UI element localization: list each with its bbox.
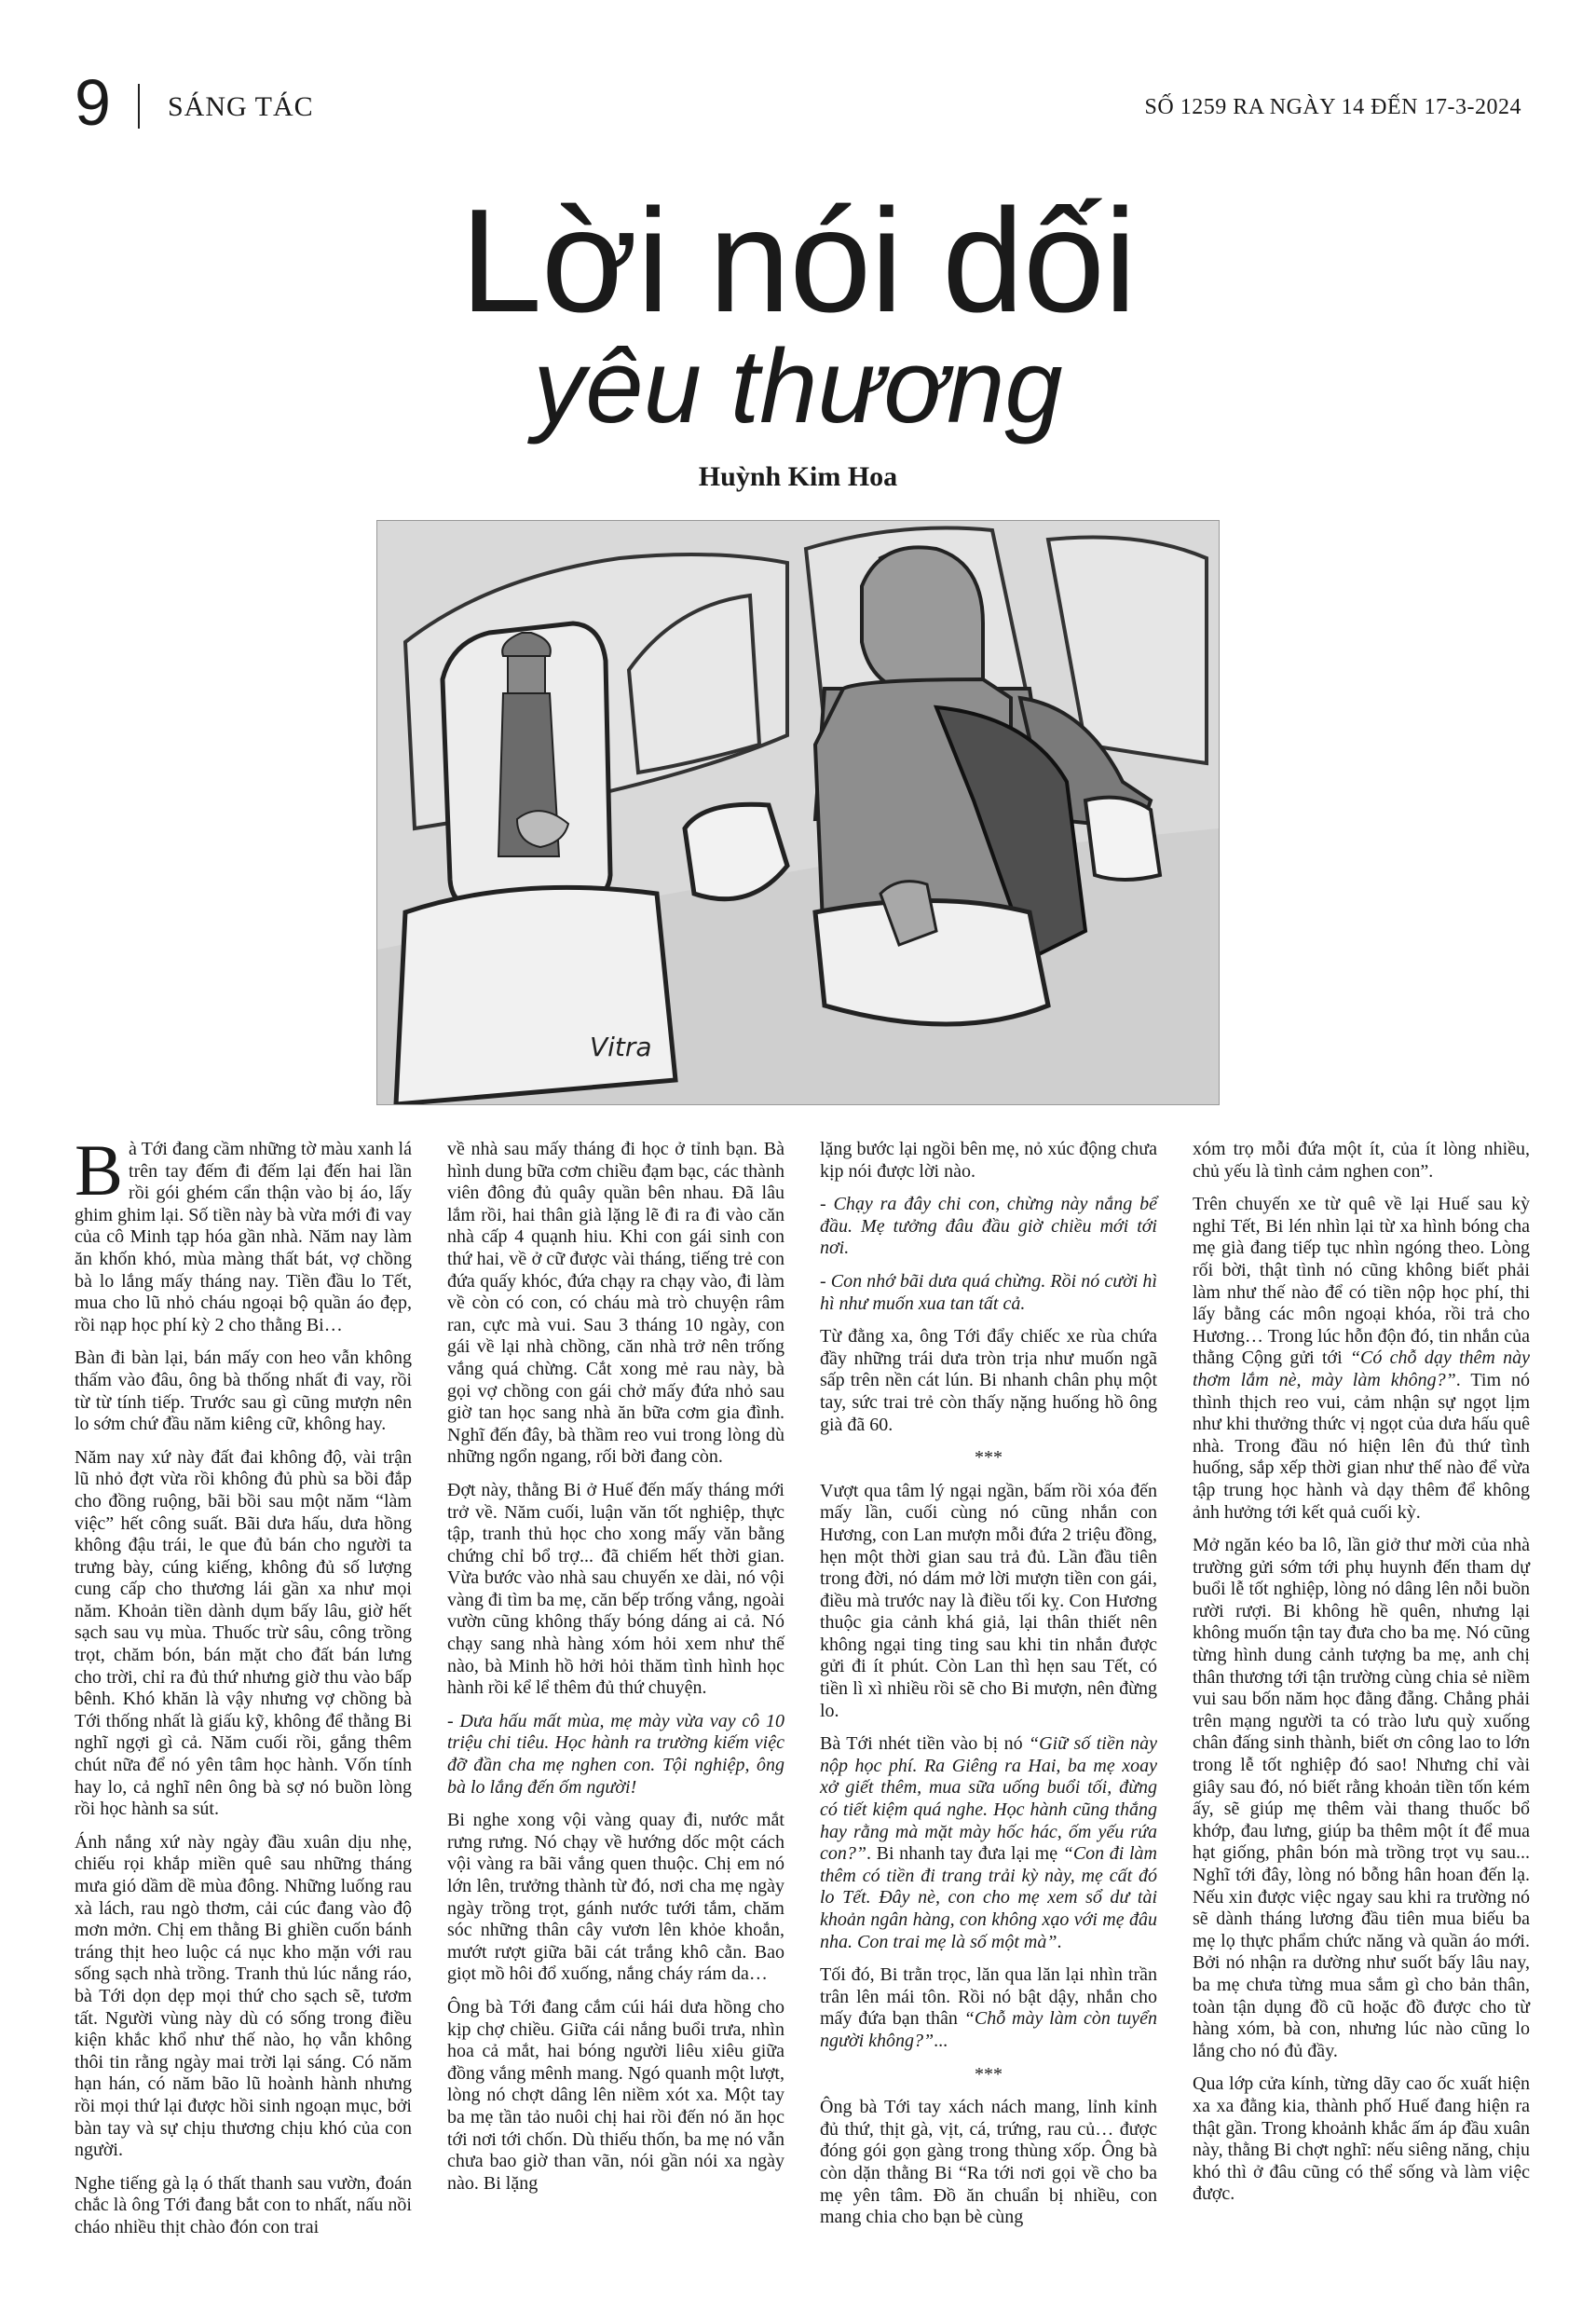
illustration <box>376 520 1220 1105</box>
paragraph <box>75 1129 412 1336</box>
text-run: . Bi nhanh tay đưa lại mẹ <box>866 1843 1063 1865</box>
paragraph: Ánh nắng xứ này ngày đầu xuân dịu nhẹ, chiếu rọi khắp miền quê sau những tháng mưa gió dầm dề mùa đông. Những luống rau xà lách, rau ngò thơm, cải cúc đang vào độ mơn mởn. Chị em thằng Bi ghiền cuốn bánh tráng thịt heo luộc cá nục kho mặn với rau sống sạch nhà trồng. Tranh thủ lúc nắng ráo, bà Tới dọn dẹp mọi thứ cho sạch sẽ, tươm tất. Người vùng này dù có sống trong điều kiện khắc khổ như thế nào, họ vẫn không thôi tin rằng ngày mai trời lại sáng. Có năm hạn hán, có năm bão lũ hoành hành nhưng rồi mọi thứ lại được hồi sinh ngoạn mục, bởi bàn tay và sự chịu thương chịu khó của con người. <box>75 1831 412 2161</box>
illustration-signature: Vitra <box>590 1032 652 1062</box>
paragraph-text: à Tới đang cầm những tờ màu xanh lá trên tay đếm đi đếm lại đến hai lần rồi gói ghém cẩn thận vào bị áo, lấy ghim ghim lại. Số tiền này bà vừa mới đi vay của cô Minh tạp hóa gần nhà. Năm nay làm ăn khốn khó, mùa màng thất bát, vợ chồng bà lo lắng mấy tháng nay. Tiền đầu lo Tết, mua cho lũ nhỏ cháu ngoại bộ quần áo đẹp, rồi nạp học phí kỳ 2 cho thằng Bi… <box>75 1139 412 1335</box>
text-run: Trên chuyến xe từ quê về lại Huế sau kỳ nghỉ Tết, Bi lén nhìn lại từ xa hình bóng cha mẹ già đang tiếp tục nhìn ngóng theo. Lòng rối bời, thật tình nó cũng không biết phải làm như thế nào để có tiền nộp học phí, thi lấy bằng các môn ngoại khóa, rồi trả cho Hương… Trong lúc hỗn độn đó, tin nhắn của thằng Cộng gửi tới <box>1193 1194 1530 1369</box>
article-column-3 <box>820 1139 1157 2240</box>
paragraph <box>820 1964 1157 2052</box>
paragraph <box>1193 1194 1530 1524</box>
section-separator: *** <box>975 2063 1003 2085</box>
dialogue-paragraph: - Dưa hấu mất mùa, mẹ mày vừa vay cô 10 triệu chi tiêu. Học hành ra trường kiếm việc đỡ đần cha mẹ nghen con. Tội nghiệp, ông bà lo lắng đến ốm người! <box>447 1710 784 1798</box>
paragraph: Năm nay xứ này đất đai không độ, vài trận lũ nhỏ đợt vừa rồi không đủ phù sa bồi đắp cho đồng ruộng, bãi bồi sau một năm “làm việc” hết công suất. Bãi dưa hấu, dưa hồng không đậu trái, le que đủ bán cho người ta trưng bày, cúng kiếng, không đủ số lượng cung cấp cho thương lái gần xa như mọi năm. Khoản tiền dành dụm bấy lâu, giờ hết sạch sau vụ mùa. Thuốc trừ sâu, công trồng trọt, chăm bón, bán mặt cho đất bán lưng cho trời, chỉ ra đủ thứ nhưng giờ thu vào bấp bênh. Khó khăn là vậy nhưng vợ chồng bà Tới thống nhất là giấu kỹ, không để thằng Bi nghĩ ngợi gì cả. Năm cuối rồi, gắng thêm chút nữa để nó yên tâm học hành. Vốn tính hay lo, cả nghĩ nên ông bà sợ nó buồn lòng rồi học hành sa sút. <box>75 1446 412 1820</box>
text-run: . Tim nó thình thịch reo vui, cảm nhận sự ngọt lịm như khi thưởng thức vị ngọt của dưa hấu quê nhà. Trong đầu nó hiện lên đủ thứ tình huống, sắp xếp thời gian như thế nào để vừa tập trung học hành và dạy thêm để không ảnh hưởng tới kết quả cuối kỳ. <box>1193 1369 1531 1523</box>
paragraph: Đợt này, thằng Bi ở Huế đến mấy tháng mới trở về. Năm cuối, luận văn tốt nghiệp, thực tập, tranh thủ học cho xong mấy văn bằng chứng chỉ bổ trợ... đã chiếm hết thời gian. Vừa bước vào nhà sau chuyến xe dài, nó vội vàng đi tìm ba mẹ, căn bếp trống vắng, ngoài vườn cũng không thấy bóng dáng ai cả. Nó chạy sang nhà hàng xóm hỏi xem như thế nào, bà Minh hồ hởi hỏi thăm tình hình học hành rồi kể lể thêm đủ thứ chuyện. <box>447 1479 784 1699</box>
issue-info: SỐ 1259 RA NGÀY 14 ĐẾN 17-3-2024 <box>1144 95 1521 119</box>
paragraph: Từ đằng xa, ông Tới đẩy chiếc xe rùa chứa đầy những trái dưa tròn trịa như muốn ngã sấp trên nền cát lún. Bi nhanh chân phụ một tay, sức trai trẻ còn thấy nặng huống hồ ông già đã 60. <box>820 1326 1157 1435</box>
drop-cap: B <box>75 1129 124 1211</box>
author-byline: Huỳnh Kim Hoa <box>698 461 898 492</box>
paragraph: Qua lớp cửa kính, từng dãy cao ốc xuất hiện xa xa đằng kia, thành phố Huế đang hiện ra thật gần. Trong khoảnh khắc ấm áp đầu xuân này, thằng Bi chợt nghĩ: nếu siêng năng, chịu khó thì ở đâu cũng có thể sống và làm việc được. <box>1193 2073 1530 2205</box>
paragraph: Bi nghe xong vội vàng quay đi, nước mắt rưng rưng. Nó chạy về hướng dốc một cách vội vàng ra bãi vắng quen thuộc. Chị em nó lớn lên, trưởng thành từ đó, nơi cha mẹ ngày ngày trồng trọt, gánh nước tưới tắm, chăm sóc những thân cây vươn lên khỏe khoắn, mướt rượt giữa bãi cát trắng khô cằn. Bao giọt mồ hôi đổ xuống, nắng cháy rám da… <box>447 1810 784 1985</box>
paragraph: Nghe tiếng gà lạ ó thất thanh sau vườn, đoán chắc là ông Tới đang bắt con to nhất, nấu nồi cháo nhiều thịt chào đón con trai <box>75 2172 412 2237</box>
quote-run: “Con đi làm thêm có tiền đi trang trải kỳ này, mẹ cất đó lo Tết. Đây nè, con cho mẹ xem sổ dư tài khoản ngân hàng, con không xạo với mẹ đâu nha. Con trai mẹ là số một mà” <box>820 1843 1157 1952</box>
quote-run: “Chỗ mày làm còn tuyển người không?” <box>820 2008 1157 2051</box>
article-body <box>75 1129 1531 2285</box>
section-label: SÁNG TÁC <box>168 91 314 122</box>
text-run: Bà Tới nhét tiền vào bị nó <box>820 1733 1030 1755</box>
paragraph: Vượt qua tâm lý ngại ngần, bấm rồi xóa đến mấy lần, cuối cùng nó cũng nhắn con Hương, con Lan mượn mỗi đứa 2 triệu đồng, hẹn một thời gian sau trả đủ. Lần đầu tiên trong đời, nó dám mở lời mượn tiền con gái, điều mà trước nay là điều tối kỵ. Con Hương thuộc gia cảnh khá giả, lại thân thiết nên không ngại ting ting sau khi tin nhắn được gửi đi ít phút. Còn Lan thì hẹn sau Tết, có tiền lì xì nhiều rồi sẽ cho Bi mượn, nên đừng lo. <box>820 1480 1157 1721</box>
paragraph: Bàn đi bàn lại, bán mấy con heo vẫn không thấm vào đâu, ông bà thống nhất đi vay, rồi từ từ tính tiếp. Trước sau gì cũng mượn nên lo sớm chứ đầu năm kiêng cữ, không hay. <box>75 1348 412 1435</box>
paragraph <box>820 1733 1157 1953</box>
article-column-4 <box>1193 1139 1530 2217</box>
quote-run: “Giữ số tiền này nộp học phí. Ra Giêng ra Hai, ba mẹ xoay xở giết thêm, mua sữa uống buổi tối, đừng có tiết kiệm quá nghe. Học hành cũng thắng hay rằng mà mặt mày hốc hác, ốm yếu rứa con?” <box>820 1733 1158 1865</box>
text-run: ... <box>934 2030 948 2051</box>
quote-run: “Có chỗ dạy thêm này thơm lắm nè, mày làm không?” <box>1193 1348 1530 1390</box>
text-run: Tối đó, Bi trằn trọc, lăn qua lăn lại nhìn trần trân lên mái tôn. Rồi nó bật dậy, nhắn cho mấy đứa bạn thân <box>820 1964 1157 2030</box>
dialogue-paragraph: - Con nhớ bãi dưa quá chừng. Rồi nó cười hì hì như muốn xua tan tất cả. <box>820 1270 1157 1314</box>
paragraph: xóm trọ mỗi đứa một ít, của ít lòng nhiều, chủ yếu là tình cảm nghen con”. <box>1193 1139 1530 1182</box>
dialogue-paragraph: - Chạy ra đây chi con, chừng này nắng bể đầu. Mẹ tưởng đâu đầu giờ chiều mới tới nơi. <box>820 1194 1157 1259</box>
paragraph: Ông bà Tới tay xách nách mang, lỉnh kỉnh đủ thứ, thịt gà, vịt, cá, trứng, rau củ… được đóng gói gọn gàng trong thùng xốp. Ông bà còn dặn thằng Bi “Ra tới nơi gọi về cho ba mẹ yên tâm. Đồ ăn chuẩn bị nhiều, con mang chia cho bạn bè cùng <box>820 2097 1157 2228</box>
paragraph: Ông bà Tới đang cắm cúi hái dưa hồng cho kịp chợ chiều. Giữa cái nắng buổi trưa, nhìn hoa cả mắt, hai bóng người liêu xiêu giữa đồng vắng mênh mang. Ngó quanh một lượt, lòng nó chợt dâng lên niềm xót xa. Một tay ba mẹ tần tảo nuôi chị hai rồi đến nó ăn học tới nơi tới chốn. Dù thiếu thốn, ba mẹ nó vẫn chưa bao giờ than vãn, nói gần nói xa ngày nào. Bi lặng <box>447 1996 784 2194</box>
header-divider <box>138 84 140 129</box>
section-separator: *** <box>975 1447 1003 1469</box>
article-column-1 <box>75 1129 412 2250</box>
page-header <box>75 65 1521 140</box>
article-title: Lời nói dối <box>459 179 1137 343</box>
paragraph: Mở ngăn kéo ba lô, lần giở thư mời của nhà trường gửi sớm tới phụ huynh đến tham dự buổi lễ tốt nghiệp, lòng nó dâng lên nỗi buồn rười rượi. Bi không hề quên, nhưng lại không muốn tận tay đưa cho ba mẹ. Nó cũng từng hình dung cảnh tượng ba mẹ, anh chị thân thương tới tận trường cùng chia sẻ niềm vui sau bốn năm học đằng đẵng. Chẳng phải trên mạng người ta có trào lưu quỳ xuống chân đấng sinh thành, biết ơn công lao to lớn trong lễ tốt nghiệp đó sao! Nhưng chỉ vài giây sau đó, nó biết rằng khoản tiền tốn kém ấy, sẽ giúp mẹ thêm vài thang thuốc bổ khớp, đau lưng, giúp ba thêm một ít để mua hạt giống, phân bón mà trồng trọt vụ sau... Nghĩ tới đây, lòng nó bỗng hân hoan đến lạ. Nếu xin được việc ngay sau khi ra trường nó sẽ dành tháng lương đầu tiên mua biếu ba mẹ lọ thực phẩm chức năng và quần áo mới. Bởi nó nhận ra dường như suốt bấy lâu nay, ba mẹ chưa từng mua sắm gì cho bản thân, toàn tận dụng đồ cũ hoặc đồ được cho từ hàng xóm, bà con, nhưng lúc nào cũng lo lắng cho nó đủ đầy. <box>1193 1535 1530 2061</box>
paragraph: lặng bước lại ngồi bên mẹ, nỏ xúc động chưa kịp nói được lời nào. <box>820 1139 1157 1182</box>
article-subtitle: yêu thương <box>533 328 1063 445</box>
text-run: . <box>1057 1931 1062 1952</box>
bus-scene-drawing <box>377 521 1219 1104</box>
page-number: 9 <box>75 66 111 139</box>
paragraph: về nhà sau mấy tháng đi học ở tỉnh bạn. Bà hình dung bữa cơm chiều đạm bạc, các thành viên đông đủ quây quần bên nhau. Đã lâu lắm rồi, hai thân già lặng lẽ đi ra đi vào căn nhà cấp 4 quạnh hiu. Khi con gái sinh con thứ hai, về ở cữ được vài tháng, tiếng trẻ con đứa quấy khóc, đứa chạy ra chạy vào, đi làm về còn có con, có cháu mà trò chuyện râm ran, cực mà vui. Sau 3 tháng 10 ngày, con gái về lại nhà chồng, căn nhà trở nên trống vắng quá chừng. Cắt xong mẻ rau này, bà gọi vợ chồng con gái chở mấy đứa nhỏ sau giờ tan học sang nhà ăn bữa cơm gia đình. Nghĩ đến đây, bà thầm reo vui trong lòng dù những ngổn ngang, rối bời đang còn. <box>447 1139 784 1468</box>
article-column-2 <box>447 1139 784 2206</box>
